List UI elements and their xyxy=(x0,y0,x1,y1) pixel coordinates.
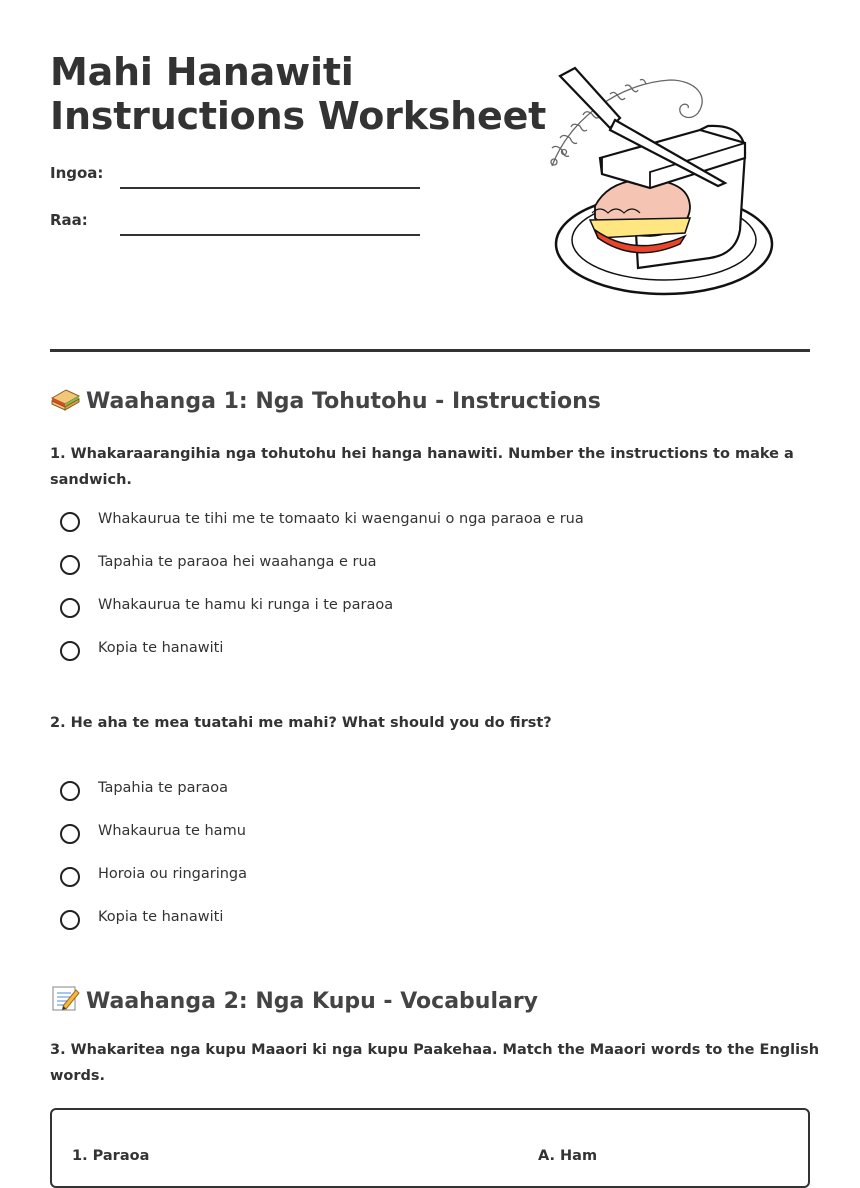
q1-option-4-radio[interactable] xyxy=(60,641,80,661)
title-line-2: Instructions Worksheet xyxy=(50,94,547,138)
q1-option-3-radio[interactable] xyxy=(60,598,80,618)
q2-option-1-radio[interactable] xyxy=(60,781,80,801)
name-label: Ingoa: xyxy=(50,164,104,182)
q2-option-3-radio[interactable] xyxy=(60,867,80,887)
section-2-heading xyxy=(50,984,538,1014)
q2-option-4-radio[interactable] xyxy=(60,910,80,930)
header-divider xyxy=(50,349,810,352)
sandwich-illustration xyxy=(540,58,780,303)
memo-emoji-icon xyxy=(50,984,80,1012)
question-2: 2. He aha te mea tuatahi me mahi? What should you do first? xyxy=(50,715,552,731)
matching-box xyxy=(50,1108,810,1188)
q1-option-2-radio[interactable] xyxy=(60,555,80,575)
maori-word-1: 1. Paraoa xyxy=(72,1148,150,1164)
worksheet-title xyxy=(50,50,546,138)
date-label: Raa: xyxy=(50,211,88,229)
q1-option-2-label: Tapahia te paraoa hei waahanga e rua xyxy=(98,554,377,570)
name-line[interactable] xyxy=(120,187,420,189)
question-1: 1. Whakaraarangihia nga tohutohu hei hanga hanawiti. Number the instructions to make a sandwich. xyxy=(50,446,794,488)
section-2-heading-text: Waahanga 2: Nga Kupu - Vocabulary xyxy=(86,989,539,1014)
section-1-heading-text: Waahanga 1: Nga Tohutohu - Instructions xyxy=(86,389,601,414)
section-1-heading xyxy=(50,388,601,414)
sandwich-emoji-icon xyxy=(50,388,80,412)
english-word-a: A. Ham xyxy=(538,1148,598,1164)
date-line[interactable] xyxy=(120,234,420,236)
q2-option-3-label: Horoia ou ringaringa xyxy=(98,866,248,882)
question-3: 3. Whakaritea nga kupu Maaori ki nga kupu Paakehaa. Match the Maaori words to the English words. xyxy=(50,1042,820,1084)
q1-option-4-label: Kopia te hanawiti xyxy=(98,640,224,656)
q2-option-4-label: Kopia te hanawiti xyxy=(98,909,224,925)
q2-option-2-label: Whakaurua te hamu xyxy=(98,823,246,839)
q1-option-1-label: Whakaurua te tihi me te tomaato ki waenganui o nga paraoa e rua xyxy=(98,511,584,527)
q1-option-1-radio[interactable] xyxy=(60,512,80,532)
q2-option-2-radio[interactable] xyxy=(60,824,80,844)
q1-option-3-label: Whakaurua te hamu ki runga i te paraoa xyxy=(98,597,394,613)
q2-option-1-label: Tapahia te paraoa xyxy=(98,780,229,796)
title-line-1: Mahi Hanawiti xyxy=(50,50,354,94)
